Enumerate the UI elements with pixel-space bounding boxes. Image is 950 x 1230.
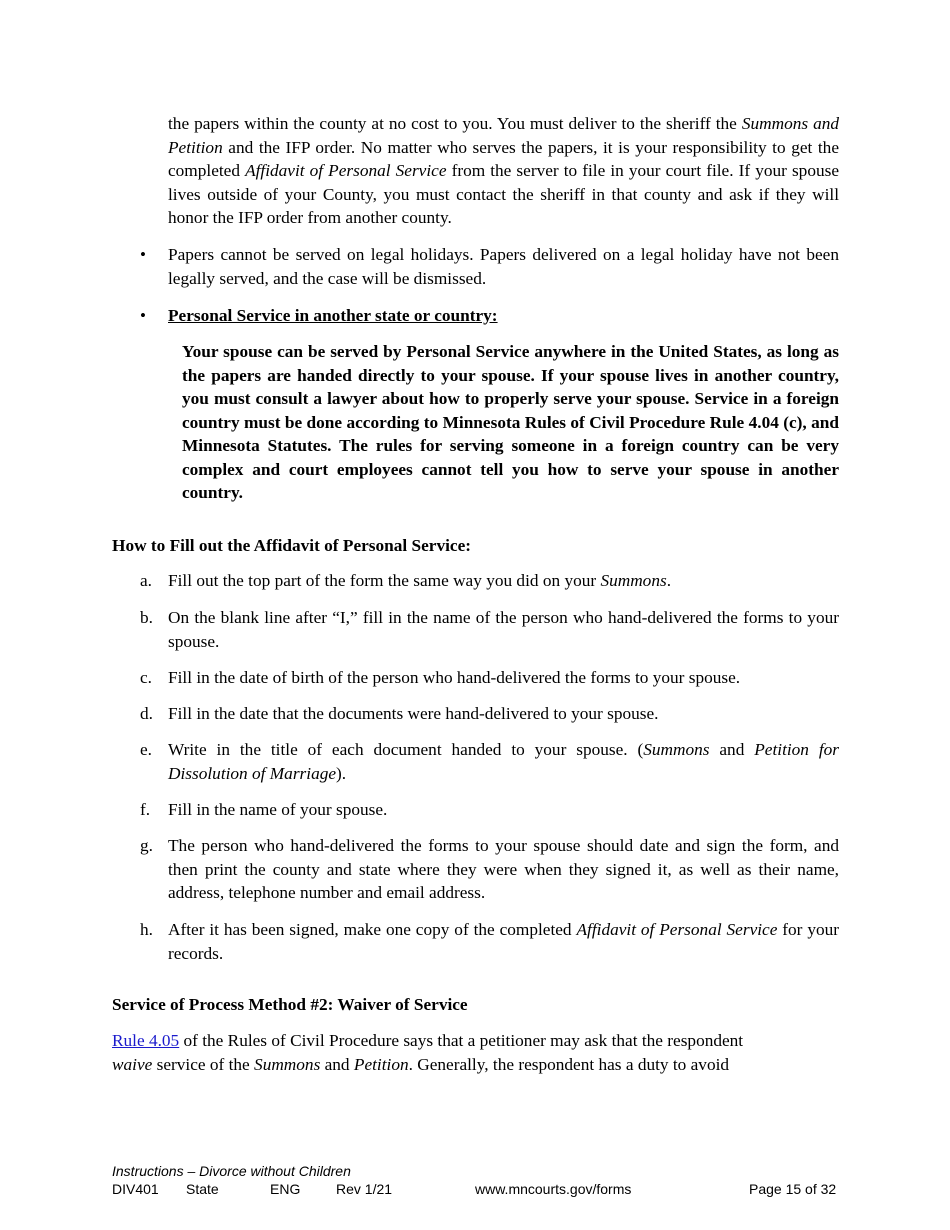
list-item-text: ).	[336, 763, 347, 783]
waiver-section-heading: Service of Process Method #2: Waiver of Service	[112, 995, 468, 1014]
waiver-text: of the Rules of Civil Procedure says that a petitioner may ask that the respondent	[179, 1031, 744, 1050]
list-letter: a.	[140, 571, 152, 590]
footer-title: Instructions – Divorce without Children	[112, 1163, 351, 1179]
footer-language: ENG	[270, 1181, 301, 1197]
footer-page-number: Page 15 of 32	[749, 1181, 837, 1197]
footer-form-code: DIV401	[112, 1181, 159, 1197]
summons-italic: Summons	[600, 571, 667, 590]
list-item-text: .	[666, 571, 672, 590]
list-item-text: Fill out the top part of the form the same way you did on your	[168, 571, 601, 590]
footer-website: www.mncourts.gov/forms	[475, 1181, 632, 1197]
list-item-text: On the blank line after “I,” fill in the name of the person who hand-delivered the forms to your spouse.	[168, 608, 839, 651]
foreign-service-notice-text: Your spouse can be served by Personal Service anywhere in the United States, as long as the papers are handed directly to your spouse. If your spouse lives in another country, you must consult a lawyer about how to properly serve your spouse. Service in a foreign country must be done according to Minnesota Rules of Civil Procedure Rule 4.04 (c), and Minnesota Statutes. The rules for serving someone in a foreign country can be very complex and court employees cannot tell you how to serve your spouse in another country.	[182, 342, 839, 502]
bullet-another-state	[168, 304, 839, 328]
list-item	[168, 798, 839, 822]
list-item	[168, 569, 839, 593]
list-item-text: The person who hand-delivered the forms to your spouse should date and sign the form, and then print the county and state where they were when they signed it, as well as their name, address, telephone number and email address.	[168, 836, 839, 902]
list-letter: b.	[140, 608, 153, 627]
footer-revision: Rev 1/21	[336, 1181, 393, 1197]
affidavit-section-heading: How to Fill out the Affidavit of Personal Service:	[112, 536, 472, 555]
waiver-paragraph	[112, 1029, 839, 1076]
affidavit-section	[112, 534, 839, 558]
rule-4-05-link[interactable]: Rule 4.05	[112, 1031, 180, 1050]
petition-italic: Petition	[353, 1054, 409, 1074]
summons-italic: Summons	[254, 1054, 321, 1074]
foreign-service-notice	[182, 340, 839, 505]
bullet-marker: •	[140, 245, 146, 264]
list-item	[168, 834, 839, 905]
waiver-text: service of the	[152, 1054, 255, 1074]
waive-italic: waive	[112, 1054, 153, 1074]
bullet-holidays-text: Papers cannot be served on legal holidays. Papers delivered on a legal holiday have not been legally served, and the case will be dismissed.	[168, 245, 839, 288]
list-item-text: Fill in the date of birth of the person who hand-delivered the forms to your spouse.	[168, 668, 741, 687]
affidavit-italic: Affidavit of Personal Service	[576, 920, 778, 939]
list-item-text: and	[709, 740, 755, 759]
paragraph-text: and the IFP order. No matter who serves the papers, it is your responsibility to get the completed	[168, 137, 839, 180]
list-item	[168, 606, 839, 653]
waiver-section	[112, 993, 839, 1017]
list-letter: d.	[140, 704, 153, 723]
waiver-text: . Generally, the respondent has a duty to avoid	[408, 1054, 730, 1074]
bullet-holidays	[168, 243, 839, 290]
list-letter: c.	[140, 668, 152, 687]
another-state-heading: Personal Service in another state or country:	[168, 306, 498, 325]
list-item	[168, 738, 839, 785]
affidavit-italic: Affidavit of Personal Service	[245, 161, 447, 180]
footer-jurisdiction: State	[186, 1181, 219, 1197]
paragraph-text: the papers within the county at no cost to you. You must deliver to the sheriff the	[168, 114, 742, 133]
list-item-text: After it has been signed, make one copy of the completed	[168, 920, 577, 939]
list-letter: h.	[140, 920, 153, 939]
list-letter: f.	[140, 800, 151, 819]
petition-italic: Petition for Dissolution of Marriage	[168, 740, 840, 783]
list-item	[168, 666, 839, 690]
list-item-text: for your records.	[168, 920, 840, 963]
list-item-text: Fill in the name of your spouse.	[168, 800, 388, 819]
service-continuation-paragraph	[168, 112, 839, 230]
list-letter: e.	[140, 740, 152, 759]
paragraph-text: from the server to file in your court file. If your spouse lives outside of your County, you must contact the sheriff in that county and ask if they will honor the IFP order from another county.	[168, 161, 839, 227]
list-letter: g.	[140, 836, 153, 855]
bullet-marker: •	[140, 306, 146, 325]
list-item	[168, 702, 839, 726]
list-item-text: Fill in the date that the documents were hand-delivered to your spouse.	[168, 704, 659, 723]
summons-italic: Summons	[643, 740, 710, 759]
summons-petition-italic: Summons and Petition	[168, 114, 839, 157]
list-item-text: Write in the title of each document handed to your spouse. (	[168, 740, 644, 759]
waiver-text: and	[320, 1054, 354, 1074]
list-item	[168, 918, 839, 965]
